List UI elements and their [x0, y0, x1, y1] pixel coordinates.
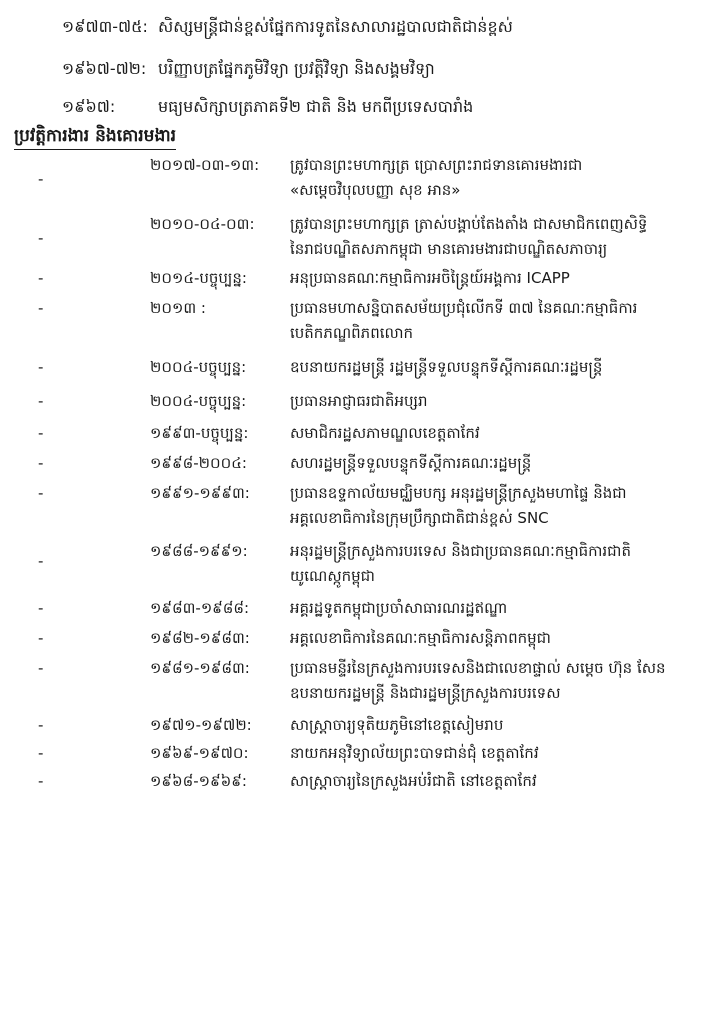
career-line: អនុប្រធានគណៈកម្មាធិការអចិន្ត្រៃយ៍អង្គការ ICAPP: [290, 269, 570, 287]
career-description: [290, 481, 706, 531]
career-date: ២០១៣ :: [150, 299, 206, 317]
career-description: [290, 266, 706, 291]
career-date: ១៩៧១-១៩៧២:: [150, 716, 252, 734]
career-line: អគ្គរដ្ឋទូតកម្ពុជាប្រចាំសាធារណរដ្ឋឥណ្ឌា: [290, 599, 508, 617]
career-description: [290, 451, 706, 476]
bullet-dash: -: [38, 599, 44, 617]
career-description: [290, 539, 706, 589]
bullet-dash: -: [38, 659, 44, 677]
bullet-dash: -: [38, 552, 44, 570]
career-description: [290, 389, 706, 414]
career-description: [290, 656, 706, 706]
education-date: ១៩៧៣-៧៥:: [62, 17, 148, 36]
bullet-dash: -: [38, 269, 44, 287]
career-date: ១៩៩១-១៩៩៣:: [150, 484, 250, 502]
bullet-dash: -: [38, 629, 44, 647]
career-line: សាស្ត្រាចារ្យនៃក្រសួងអប់រំជាតិ នៅខេត្តតាកែវ: [290, 772, 537, 790]
education-text: សិស្សមន្ត្រីជាន់ខ្ពស់ផ្នែកការទូតនៃសាលារដ្ឋបាលជាតិជាន់ខ្ពស់: [158, 17, 513, 36]
career-description: [290, 355, 706, 380]
education-date: ១៩៦៧:: [62, 97, 116, 116]
career-description: [290, 153, 706, 203]
career-date: ២០១៧-០៣-១៣:: [150, 156, 260, 174]
education-row: [62, 14, 513, 40]
education-date: ១៩៦៧-៧២:: [62, 59, 147, 78]
bullet-dash: -: [38, 484, 44, 502]
career-date: ១៩៦៨-១៩៦៩:: [150, 772, 247, 790]
bullet-dash: -: [38, 358, 44, 376]
career-date: ២០០៤-បច្ចុប្បន្ន:: [150, 358, 247, 376]
bullet-dash: -: [38, 392, 44, 410]
career-date: ១៩៩៣-បច្ចុប្បន្ន:: [150, 424, 249, 442]
career-description: [290, 296, 706, 346]
education-text: បរិញ្ញាបត្រផ្នែកភូមិវិទ្យា ប្រវត្តិវិទ្យា និងសង្គមវិទ្យា: [158, 59, 435, 78]
bullet-dash: -: [38, 170, 44, 188]
bullet-dash: -: [38, 772, 44, 790]
career-description: [290, 212, 706, 262]
career-line: នាយកអនុវិទ្យាល័យព្រះបាទជាន់ជុំ ខេត្តតាកែវ: [290, 744, 539, 762]
career-line: ត្រូវបានព្រះមហាក្សត្រ ប្រោសព្រះរាជទានគោរមងារជា: [290, 156, 583, 174]
bullet-dash: -: [38, 744, 44, 762]
career-line: អនុរដ្ឋមន្ត្រីក្រសួងការបរទេស និងជាប្រធានគណៈកម្មាធិការជាតិ: [290, 542, 631, 560]
career-line: យូណេស្កូកម្ពុជា: [290, 567, 375, 585]
career-description: [290, 421, 706, 446]
career-date: ១៩៨៣-១៩៨៨:: [150, 599, 250, 617]
education-row: [62, 56, 435, 82]
career-line: សមាជិករដ្ឋសភាមណ្ឌលខេត្តតាកែវ: [290, 424, 480, 442]
career-date: ២០០៤-បច្ចុប្បន្ន:: [150, 392, 247, 410]
bullet-dash: -: [38, 454, 44, 472]
career-date: ១៩៦៩-១៩៧០:: [150, 744, 249, 762]
career-line: នៃរាជបណ្ឌិតសភាកម្ពុជា មានគោរមងារជាបណ្ឌិតសភាចារ្យ: [290, 240, 608, 258]
career-line: ឧបនាយករដ្ឋមន្ត្រី និងជារដ្ឋមន្ត្រីក្រសួងការបរទេស: [290, 684, 561, 702]
career-line: អគ្គលេខាធិការនៃគណៈកម្មាធិការសន្តិភាពកម្ពុជា: [290, 629, 551, 647]
career-description: [290, 769, 706, 794]
career-line: សហរដ្ឋមន្ត្រីទទួលបន្ទុកទីស្តីការគណៈរដ្ឋមន្ត្រី: [290, 454, 532, 472]
career-date: ១៩៨៨-១៩៩១:: [150, 542, 248, 560]
career-description: [290, 713, 706, 738]
career-line: «សម្តេចវិបុលបញ្ញា សុខ អាន»: [290, 181, 461, 199]
education-row: [62, 94, 473, 120]
career-date: ១៩៨២-១៩៨៣:: [150, 629, 250, 647]
career-line: សាស្ត្រាចារ្យទុតិយភូមិនៅខេត្តសៀមរាប: [290, 716, 504, 734]
career-line: ប្រធានឧទ្ទកាល័យមជ្ឈិមបក្ស អនុរដ្ឋមន្ត្រីក្រសួងមហាផ្ទៃ និងជា: [290, 484, 627, 502]
bullet-dash: -: [38, 424, 44, 442]
career-date: ១៩៩៨-២០០៤:: [150, 454, 247, 472]
career-line: ត្រូវបានព្រះមហាក្សត្រ ត្រាស់បង្គាប់តែងតាំង ជាសមាជិកពេញសិទ្ធិ: [290, 215, 648, 233]
career-line: ឧបនាយករដ្ឋមន្ត្រី រដ្ឋមន្ត្រីទទួលបន្ទុកទីស្តីការគណៈរដ្ឋមន្ត្រី: [290, 358, 603, 376]
career-line: ប្រធានមន្ទីរនៃក្រសួងការបរទេសនិងជាលេខាផ្ទាល់ សម្តេច ហ៊ុន សែន: [290, 659, 666, 677]
career-heading: ប្រវត្តិការងារ និងគោរមងារ: [14, 124, 176, 150]
career-date: ២០១០-០៤-០៣:: [150, 215, 255, 233]
career-description: [290, 626, 706, 651]
career-line: បេតិកភណ្ឌពិភពលោក: [290, 324, 414, 342]
career-date: ១៩៨១-១៩៨៣:: [150, 659, 250, 677]
career-description: [290, 596, 706, 621]
career-line: អគ្គលេខាធិការនៃក្រុមប្រឹក្សាជាតិជាន់ខ្ពស់ SNC: [290, 509, 549, 527]
bullet-dash: -: [38, 299, 44, 317]
bullet-dash: -: [38, 229, 44, 247]
bullet-dash: -: [38, 716, 44, 734]
education-text: មធ្យមសិក្សាបត្រភាគទី២ ជាតិ និង មកពីប្រទេសបារាំង: [158, 97, 474, 116]
career-description: [290, 741, 706, 766]
career-line: ប្រធានមហាសន្និបាតសម័យប្រជុំលើកទី ៣៧ នៃគណៈកម្មាធិការ: [290, 299, 638, 317]
career-date: ២០១៤-បច្ចុប្បន្ន:: [150, 269, 247, 287]
career-line: ប្រធានអាជ្ញាធរជាតិអប្សរា: [290, 392, 428, 410]
